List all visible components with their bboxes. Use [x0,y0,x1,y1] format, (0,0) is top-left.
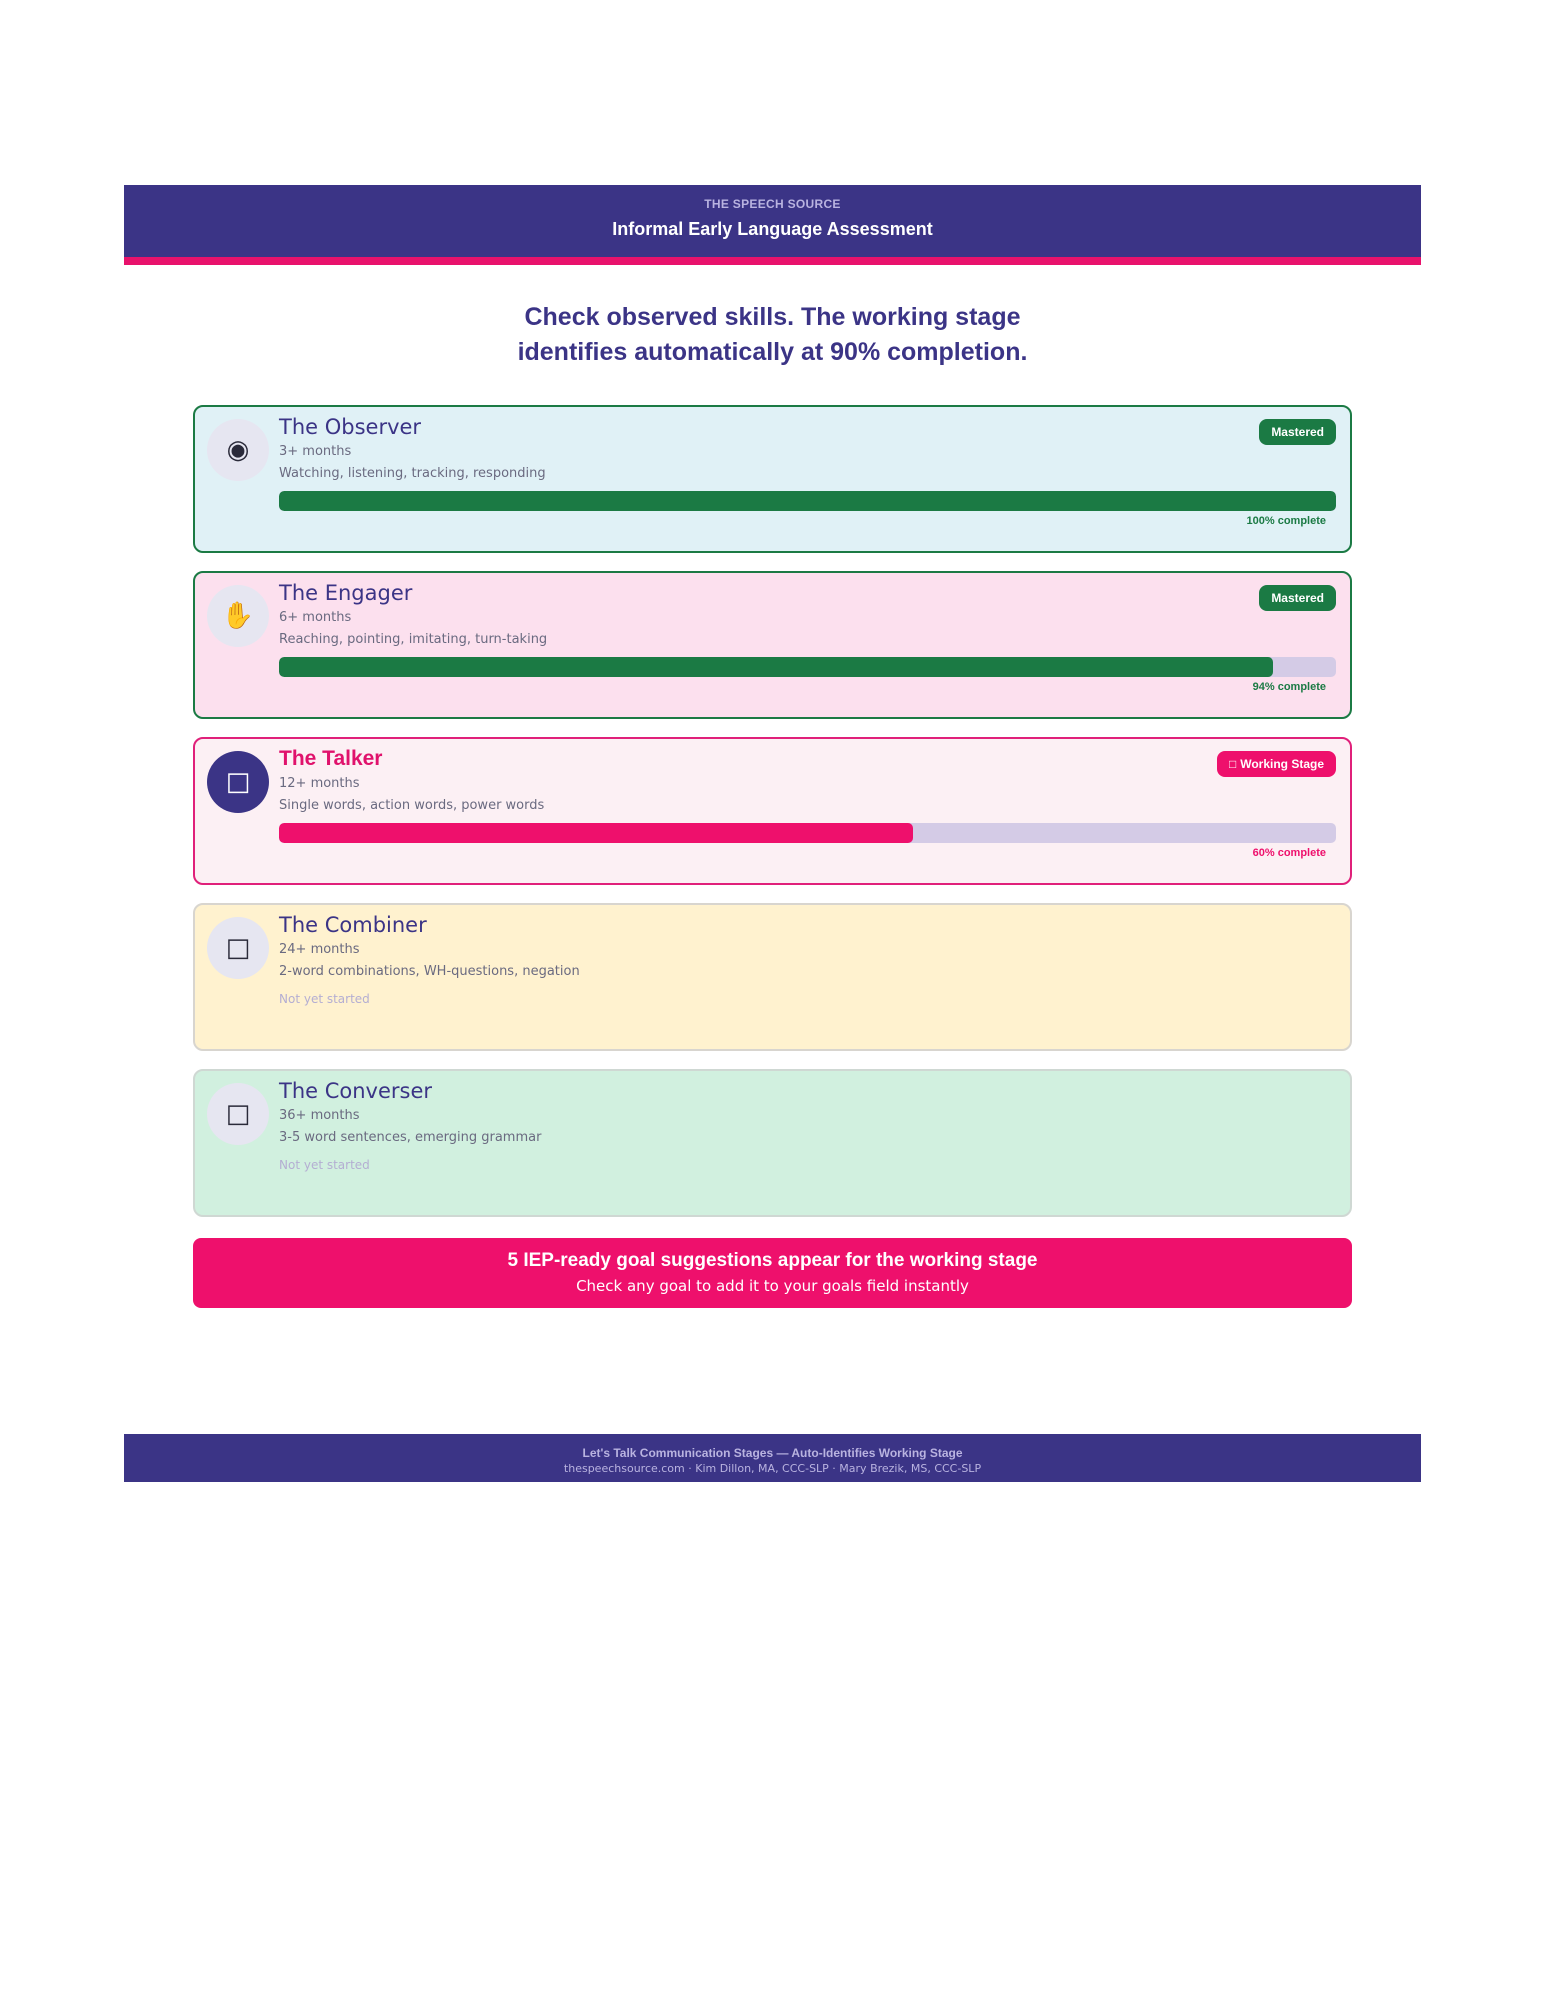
hand-icon: ✋ [207,585,269,647]
banner-title: 5 IEP-ready goal suggestions appear for the working stage [507,1250,1038,1271]
stage-age: 6+ months [279,610,352,625]
not-started-label: Not yet started [279,1158,370,1172]
stage-name: The Observer [279,415,422,439]
badge-label: Working Stage [1240,757,1324,771]
stage-age: 36+ months [279,1108,360,1123]
progress-fill [279,657,1273,677]
stage-name: The Talker [279,747,383,770]
stage-card-talker[interactable] [193,737,1352,885]
instructions-line-1: Check observed skills. The working stage [524,303,1021,331]
stage-card-converser[interactable] [193,1069,1352,1217]
page-title: Informal Early Language Assessment [612,219,933,239]
stage-name: The Engager [279,581,413,605]
footer-title: Let's Talk Communication Stages — Auto-Identifies Working Stage [582,1446,963,1460]
stage-age: 24+ months [279,942,360,957]
progress-fill [279,823,913,843]
stage-description: Reaching, pointing, imitating, turn-taking [279,632,548,647]
progress-bar [279,657,1336,677]
footer-credits: thespeechsource.com · Kim Dillon, MA, CCC-SLP · Mary Brezik, MS, CCC-SLP [563,1462,982,1475]
progress-label: 100% complete [1246,515,1326,527]
speech-icon: □ [207,751,269,813]
stage-description: Single words, action words, power words [279,798,545,813]
working-stage-badge [1217,751,1336,777]
stage-card-observer[interactable] [193,405,1352,553]
status-badge: Mastered [1259,419,1336,445]
progress-label: 60% complete [1252,847,1326,859]
banner-subtitle: Check any goal to add it to your goals field instantly [576,1277,969,1295]
progress-bar [279,491,1336,511]
stage-description: 3-5 word sentences, emerging grammar [279,1130,542,1145]
progress-label: 94% complete [1252,681,1326,693]
progress-fill [279,491,1336,511]
chat-icon: □ [207,1083,269,1145]
stage-description: 2-word combinations, WH-questions, negation [279,964,580,979]
progress-bar [279,823,1336,843]
badge-icon: □ [1228,757,1237,771]
stage-name: The Converser [279,1079,433,1103]
stage-name: The Combiner [279,913,427,937]
page-header [124,185,1421,265]
stage-age: 12+ months [279,776,360,791]
status-badge: Mastered [1259,585,1336,611]
stage-description: Watching, listening, tracking, responding [279,466,546,481]
instructions-line-2: identifies automatically at 90% completion. [517,338,1028,366]
stage-age: 3+ months [279,444,352,459]
page-footer [124,1434,1421,1482]
stage-card-engager[interactable] [193,571,1352,719]
stage-card-combiner[interactable] [193,903,1352,1051]
brand-name: THE SPEECH SOURCE [704,197,841,211]
puzzle-icon: □ [207,917,269,979]
instructions [124,300,1421,370]
not-started-label: Not yet started [279,992,370,1006]
eye-icon: ◉ [207,419,269,481]
goal-suggestions-banner [193,1238,1352,1308]
